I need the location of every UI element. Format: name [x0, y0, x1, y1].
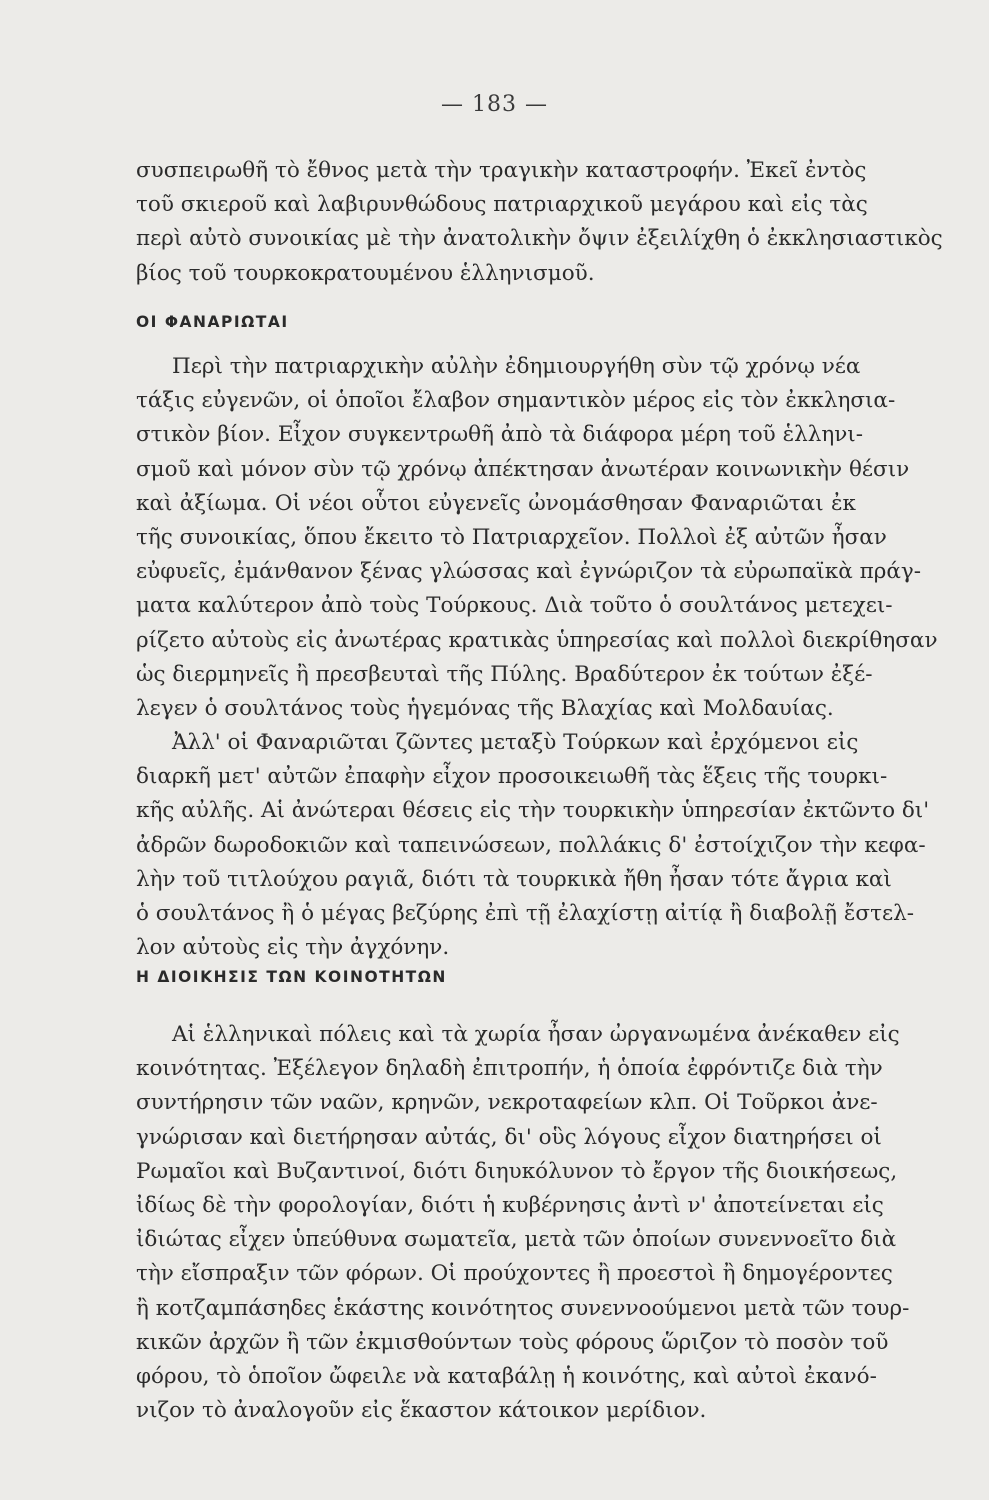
text-line: λον αὐτοὺς εἰς τὴν ἀγχόνην. — [136, 935, 450, 961]
page-number: — 183 — — [441, 92, 548, 117]
text-line: κοινότητας. Ἐξέλεγον δηλαδὴ ἐπιτροπήν, ἡ ὁποία ἐφρόντιζε διὰ τὴν — [136, 1056, 883, 1082]
text-line: ἀδρῶν δωροδοκιῶν καὶ ταπεινώσεων, πολλάκις δ' ἐστοίχιζον τὴν κεφα- — [136, 832, 926, 858]
intro-paragraph — [136, 154, 943, 291]
text-line: τὴν εἴσπραξιν τῶν φόρων. Οἱ προύχοντες ἢ προεστοὶ ἢ δημογέροντες — [136, 1261, 893, 1287]
text-line: Περὶ τὴν πατριαρχικὴν αὐλὴν ἐδημιουργήθη σὺν τῷ χρόνῳ νέα — [172, 354, 861, 379]
text-line: ἰδιώτας εἶχεν ὑπεύθυνα σωματεῖα, μετὰ τῶν ὁποίων συνεννοεῖτο διὰ — [136, 1227, 897, 1253]
section-heading-fanariotai: ΟΙ ΦΑΝΑΡΙΩΤΑΙ — [136, 313, 289, 331]
text-line: σμοῦ καὶ μόνον σὺν τῷ χρόνῳ ἀπέκτησαν ἀνωτέραν κοινωνικὴν θέσιν — [136, 456, 910, 482]
text-line: γνώρισαν καὶ διετήρησαν αὐτάς, δι' οὓς λόγους εἶχον διατηρήσει οἱ — [136, 1124, 882, 1150]
text-line: ὡς διερμηνεῖς ἢ πρεσβευταὶ τῆς Πύλης. Βραδύτερον ἐκ τούτων ἐξέ- — [136, 661, 873, 687]
text-line: στικὸν βίον. Εἶχον συγκεντρωθῆ ἀπὸ τὰ διάφορα μέρη τοῦ ἑλληνι- — [136, 422, 864, 448]
section-heading-koinotites: Η ΔΙΟΙΚΗΣΙΣ ΤΩΝ ΚΟΙΝΟΤΗΤΩΝ — [136, 968, 447, 986]
text-line: κῆς αὐλῆς. Αἱ ἀνώτεραι θέσεις εἰς τὴν τουρκικὴν ὑπηρεσίαν ἐκτῶντο δι' — [136, 798, 930, 824]
text-line: λεγεν ὁ σουλτάνος τοὺς ἡγεμόνας τῆς Βλαχίας καὶ Μολδαυίας. — [136, 695, 834, 721]
text-line: καὶ ἀξίωμα. Οἱ νέοι οὗτοι εὐγενεῖς ὠνομάσθησαν Φαναριῶται ἐκ — [136, 490, 856, 516]
text-line: διαρκῆ μετ' αὐτῶν ἐπαφὴν εἶχον προσοικειωθῆ τὰς ἕξεις τῆς τουρκι- — [136, 764, 888, 790]
text-line: τάξις εὐγενῶν, οἱ ὁποῖοι ἔλαβον σημαντικὸν μέρος εἰς τὸν ἐκκλησια- — [136, 388, 896, 414]
fanariotai-section-body — [136, 350, 938, 965]
text-line: εὐφυεῖς, ἐμάνθανον ξένας γλώσσας καὶ ἐγνώριζον τὰ εὐρωπαϊκὰ πράγ- — [136, 559, 921, 585]
text-line: συντήρησιν τῶν ναῶν, κρηνῶν, νεκροταφείων κλπ. Οἱ Τοῦρκοι ἀνε- — [136, 1090, 878, 1116]
text-line: τῆς συνοικίας, ὅπου ἔκειτο τὸ Πατριαρχεῖον. Πολλοὶ ἐξ αὐτῶν ἦσαν — [136, 524, 887, 550]
text-line: Ρωμαῖοι καὶ Βυζαντινοί, διότι διηυκόλυνον τὸ ἔργον τῆς διοικήσεως, — [136, 1158, 898, 1184]
text-line: περὶ αὐτὸ συνοικίας μὲ τὴν ἀνατολικὴν ὄψιν ἐξειλίχθη ὁ ἐκκλησιαστικὸς — [136, 226, 943, 252]
text-line: φόρου, τὸ ὁποῖον ὤφειλε νὰ καταβάλῃ ἡ κοινότης, καὶ αὐτοὶ ἐκανό- — [136, 1363, 877, 1389]
text-line: κικῶν ἀρχῶν ἢ τῶν ἐκμισθούντων τοὺς φόρους ὥριζον τὸ ποσὸν τοῦ — [136, 1329, 889, 1355]
text-line: τοῦ σκιεροῦ καὶ λαβιρυνθώδους πατριαρχικοῦ μεγάρου καὶ εἰς τὰς — [136, 192, 868, 218]
text-line: Αἱ ἑλληνικαὶ πόλεις καὶ τὰ χωρία ἦσαν ὠργανωμένα ἀνέκαθεν εἰς — [172, 1022, 900, 1047]
text-line: ἰδίως δὲ τὴν φορολογίαν, διότι ἡ κυβέρνησις ἀντὶ ν' ἀποτείνεται εἰς — [136, 1192, 884, 1218]
text-line: νιζον τὸ ἀναλογοῦν εἰς ἕκαστον κάτοικον μερίδιον. — [136, 1398, 707, 1424]
text-line: συσπειρωθῆ τὸ ἔθνος μετὰ τὴν τραγικὴν καταστροφήν. Ἐκεῖ ἐντὸς — [136, 158, 867, 183]
text-line: ὁ σουλτάνος ἢ ὁ μέγας βεζύρης ἐπὶ τῇ ἐλαχίστῃ αἰτίᾳ ἢ διαβολῇ ἔστελ- — [136, 901, 914, 926]
text-line: ματα καλύτερον ἀπὸ τοὺς Τούρκους. Διὰ τοῦτο ὁ σουλτάνος μετεχει- — [136, 593, 893, 619]
text-line: ἢ κοτζαμπάσηδες ἑκάστης κοινότητος συνεννοούμενοι μετὰ τῶν τουρ- — [136, 1295, 910, 1321]
koinotites-section-body — [136, 1018, 910, 1428]
text-line: ρίζετο αὐτοὺς εἰς ἀνωτέρας κρατικὰς ὑπηρεσίας καὶ πολλοὶ διεκρίθησαν — [136, 627, 938, 653]
text-line: βίος τοῦ τουρκοκρατουμένου ἑλληνισμοῦ. — [136, 260, 595, 286]
text-line: Ἀλλ' οἱ Φαναριῶται ζῶντες μεταξὺ Τούρκων καὶ ἐρχόμενοι εἰς — [172, 730, 859, 756]
text-line: λὴν τοῦ τιτλούχου ραγιᾶ, διότι τὰ τουρκικὰ ἤθη ἦσαν τότε ἄγρια καὶ — [136, 866, 892, 892]
